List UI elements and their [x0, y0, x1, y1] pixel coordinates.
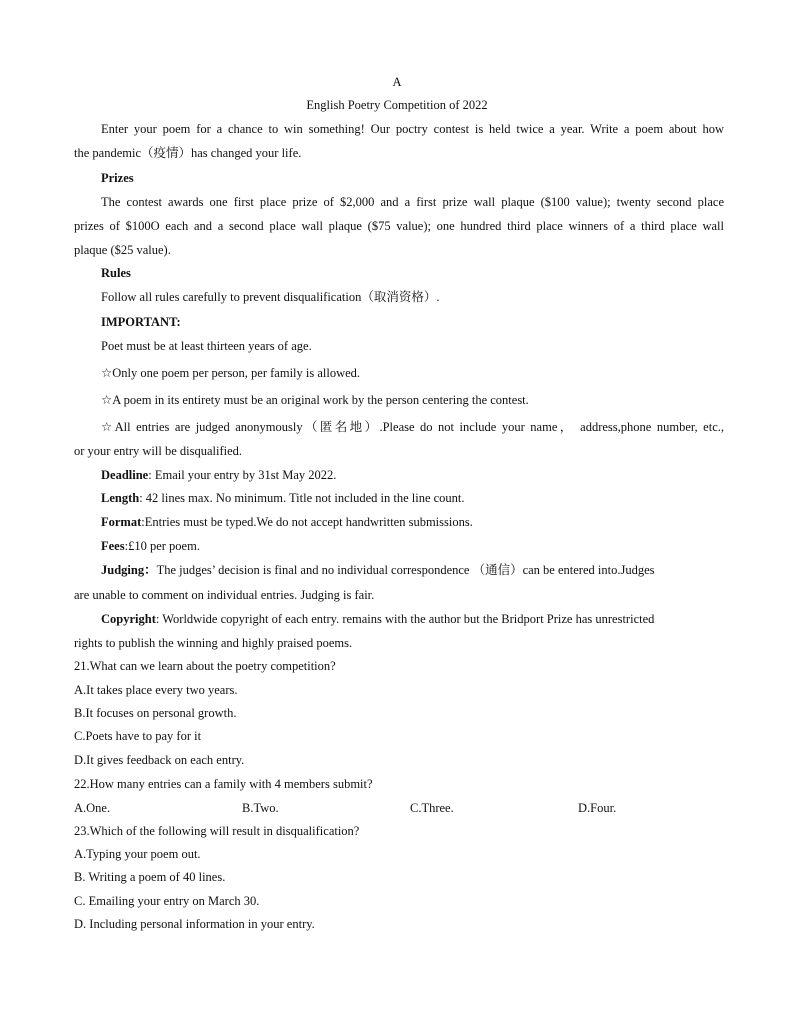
rule-age: Poet must be at least thirteen years of age.: [101, 339, 312, 353]
intro-line-1: Enter your poem for a chance to win something! Our poctry contest is held twice a year. Write a poem about how: [101, 122, 724, 136]
question-22-stem: 22.How many entries can a family with 4 members submit?: [74, 777, 373, 791]
question-22-option-b: B.Two.: [242, 801, 279, 815]
question-21-option-d: D.It gives feedback on each entry.: [74, 753, 245, 767]
question-22-option-c: C.Three.: [410, 801, 454, 815]
question-21-option-c: C.Poets have to pay for it: [74, 729, 202, 743]
copyright-line-2: rights to publish the winning and highly praised poems.: [74, 636, 353, 650]
prizes-line-1: The contest awards one first place prize of $2,000 and a first prize wall plaque ($100 value); twenty second place: [101, 195, 724, 209]
question-23-option-b: B. Writing a poem of 40 lines.: [74, 870, 226, 884]
question-22-option-d: D.Four.: [578, 801, 617, 815]
question-23-stem: 23.Which of the following will result in disqualification?: [74, 824, 360, 838]
judging-line-2: are unable to comment on individual entries. Judging is fair.: [74, 588, 375, 602]
prizes-line-2: prizes of $100O each and a second place wall plaque ($75 value); one hundred third place winners of a third place wall: [74, 219, 724, 233]
rules-heading: Rules: [101, 266, 131, 280]
copyright-label: Copyright: [101, 612, 156, 626]
judging-text-1: The judges’ decision is final and no individual correspondence （通信）can be entered into.Judges: [156, 563, 655, 577]
prizes-heading: Prizes: [101, 171, 134, 185]
rule-anonymous-line-2: or your entry will be disqualified.: [74, 444, 243, 458]
judging-line-1: [101, 562, 724, 578]
passage-letter: A: [392, 75, 402, 89]
rule-anonymous-line-1: ☆All entries are judged anonymously（匿名地）.Please do not include your name， address,phone number, etc.,: [101, 420, 724, 434]
format-text: :Entries must be typed.We do not accept handwritten submissions.: [141, 515, 473, 529]
intro-line-2: the pandemic（疫情）has changed your life.: [74, 146, 302, 160]
question-21-option-a: A.It takes place every two years.: [74, 683, 238, 697]
prizes-line-3: plaque ($25 value).: [74, 243, 171, 257]
fees-text: :£10 per poem.: [124, 539, 200, 553]
deadline-label: Deadline: [101, 468, 149, 482]
question-21-stem: 21.What can we learn about the poetry competition?: [74, 659, 336, 673]
deadline-line: [101, 467, 724, 483]
important-heading: IMPORTANT:: [101, 315, 181, 329]
copyright-text-1: : Worldwide copyright of each entry. remains with the author but the Bridport Prize has unrestricted: [155, 612, 655, 626]
fees-label: Fees: [101, 539, 125, 553]
passage-title: English Poetry Competition of 2022: [306, 98, 488, 112]
question-23-option-d: D. Including personal information in your entry.: [74, 917, 315, 931]
rule-one-poem: ☆Only one poem per person, per family is allowed.: [101, 366, 361, 380]
copyright-line-1: [101, 611, 724, 627]
length-label: Length: [101, 491, 140, 505]
question-23-option-a: A.Typing your poem out.: [74, 847, 201, 861]
question-21-option-b: B.It focuses on personal growth.: [74, 706, 237, 720]
question-22-option-a: A.One.: [74, 801, 111, 815]
length-line: [101, 490, 724, 506]
rules-text: Follow all rules carefully to prevent disqualification（取消资格）.: [101, 290, 440, 304]
question-23-option-c: C. Emailing your entry on March 30.: [74, 894, 260, 908]
rule-original: ☆A poem in its entirety must be an original work by the person centering the contest.: [101, 393, 529, 407]
format-label: Format: [101, 515, 142, 529]
format-line: [101, 514, 724, 530]
judging-label: Judging：: [101, 563, 157, 577]
fees-line: [101, 538, 724, 554]
deadline-text: : Email your entry by 31st May 2022.: [148, 468, 337, 482]
length-text: : 42 lines max. No minimum. Title not included in the line count.: [139, 491, 465, 505]
